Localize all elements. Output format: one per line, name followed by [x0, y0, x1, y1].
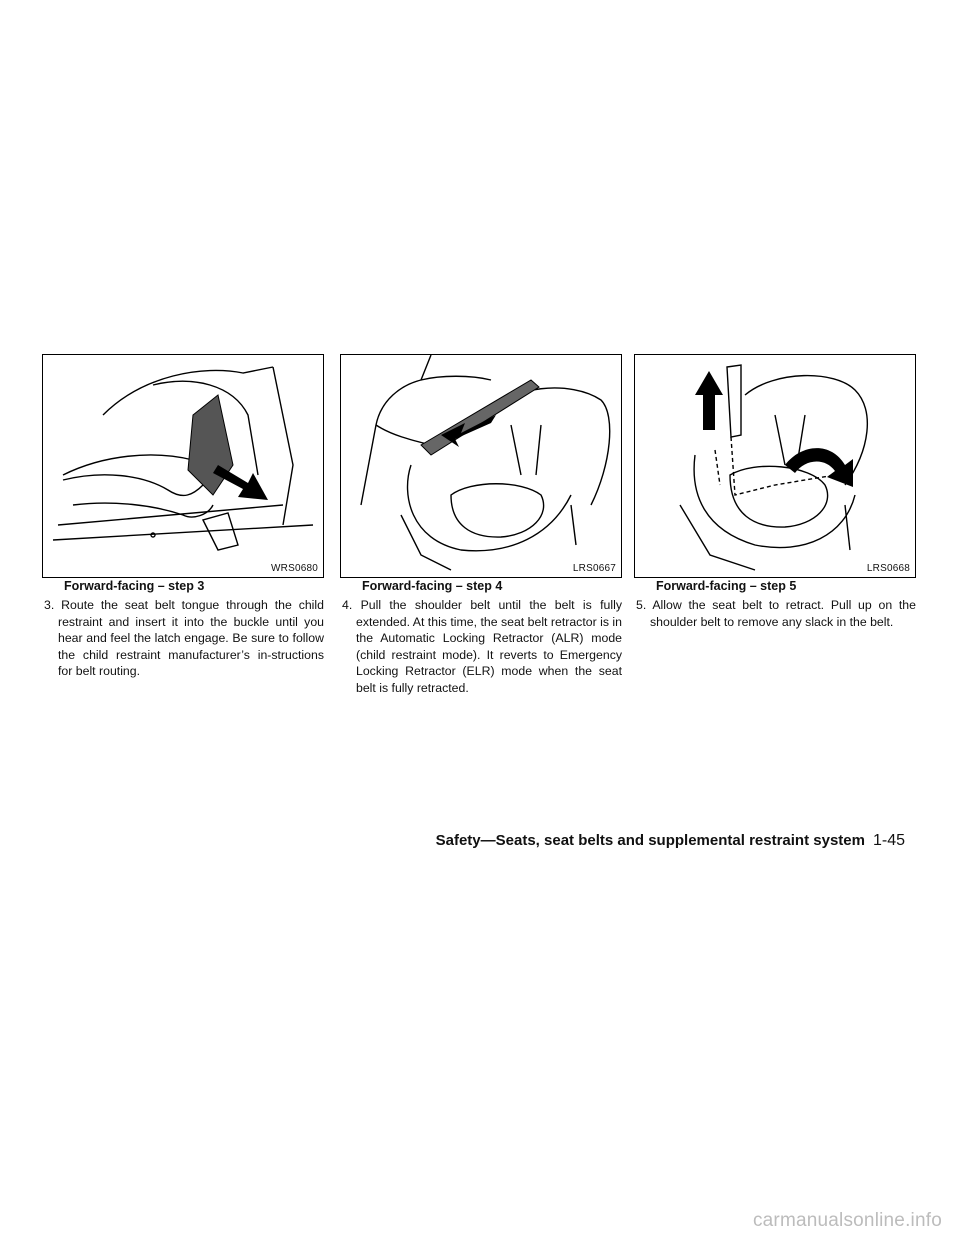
figure-code: LRS0668 [866, 563, 910, 574]
column-step-4 [340, 354, 622, 696]
figure-caption: Forward-facing – step 4 [362, 579, 503, 593]
watermark-text: carmanualsonline.info [752, 1210, 942, 1231]
illustration-belt-tongue-buckle [43, 355, 323, 577]
figure-code: WRS0680 [271, 563, 318, 574]
figure-caption: Forward-facing – step 3 [64, 579, 205, 593]
figure-caption: Forward-facing – step 5 [656, 579, 797, 593]
figure-forward-facing-step-4 [340, 354, 622, 578]
step-text: 5. Allow the seat belt to retract. Pull up on the shoulder belt to remove any slack in the belt. [636, 598, 916, 629]
figure-forward-facing-step-3 [42, 354, 324, 578]
illustration-retract-belt [635, 355, 915, 577]
column-step-5 [634, 354, 916, 630]
step-text: 3. Route the seat belt tongue through the child restraint and insert it into the buckle until you hear and feel the latch engage. Be sure to follow the child restraint manufacturer’s in-structions for belt routing. [44, 598, 324, 678]
figure-code: LRS0667 [572, 563, 616, 574]
page-number: 1-45 [872, 832, 905, 849]
figure-forward-facing-step-5 [634, 354, 916, 578]
page-footer [0, 832, 905, 850]
column-step-3 [42, 354, 324, 680]
step-text: 4. Pull the shoulder belt until the belt is fully extended. At this time, the seat belt retractor is in the Automatic Locking Retractor (ALR) mode (child restraint mode). It reverts to Emergency Locking Retractor (ELR) mode when the seat belt is fully retracted. [342, 598, 622, 695]
illustration-pull-shoulder-belt [341, 355, 621, 577]
section-title: Safety—Seats, seat belts and supplemental restraint system [435, 832, 865, 849]
